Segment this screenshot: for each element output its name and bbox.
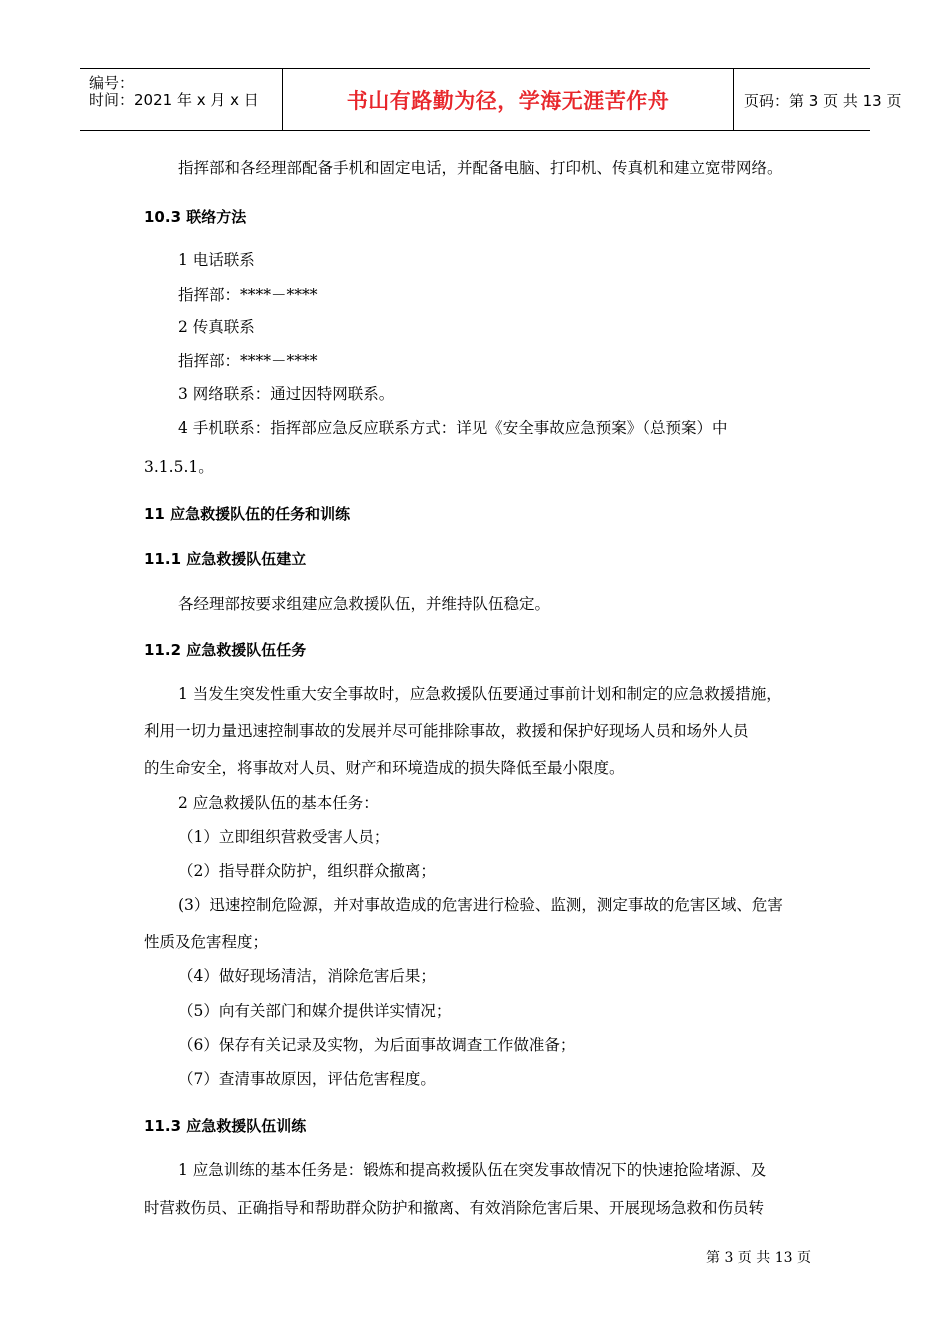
heading-10-3: 10.3 联络方法	[144, 208, 247, 226]
paragraph-task-2: 2 应急救援队伍的基本任务：	[178, 794, 379, 812]
document-date: 时间：2021 年 x 月 x 日	[89, 91, 259, 109]
paragraph-equipment: 指挥部和各经理部配备手机和固定电话，并配备电脑、打印机、传真机和建立宽带网络。	[178, 159, 783, 177]
header-motto: 书山有路勤为径，学海无涯苦作舟	[346, 89, 670, 113]
contact-item-2: 2 传真联系	[178, 318, 255, 336]
task-item-3-line1: (3）迅速控制危险源，并对事故造成的危害进行检验、监测，测定事故的危害区域、危害	[178, 896, 783, 914]
heading-11: 11 应急救援队伍的任务和训练	[144, 505, 351, 523]
document-number-label: 编号：	[89, 74, 135, 92]
paragraph-training-line2: 时营救伤员、正确指导和帮助群众防护和撤离、有效消除危害后果、开展现场急救和伤员转	[144, 1199, 765, 1217]
task-item-7: （7）查清事故原因，评估危害程度。	[178, 1070, 436, 1088]
task-item-5: （5）向有关部门和媒介提供详实情况；	[178, 1002, 452, 1020]
heading-11-2: 11.2 应急救援队伍任务	[144, 641, 307, 659]
header-motto-cell	[282, 69, 734, 130]
document-header	[80, 68, 902, 131]
footer-page-number: 第 3 页 共 13 页	[706, 1250, 811, 1266]
heading-11-3: 11.3 应急救援队伍训练	[144, 1117, 307, 1135]
contact-item-3: 3 网络联系：通过因特网联系。	[178, 385, 395, 403]
paragraph-task-1-line1: 1 当发生突发性重大安全事故时，应急救援队伍要通过事前计划和制定的应急救援措施，	[178, 685, 782, 703]
header-page-number: 页码：第 3 页 共 13 页	[744, 92, 902, 110]
contact-item-1-value: 指挥部：****－****	[178, 286, 318, 304]
task-item-6: （6）保存有关记录及实物，为后面事故调查工作做准备；	[178, 1036, 576, 1054]
contact-item-4-cont: 3.1.5.1。	[144, 458, 214, 476]
task-item-1: （1）立即组织营救受害人员；	[178, 828, 390, 846]
heading-11-1: 11.1 应急救援队伍建立	[144, 550, 307, 568]
header-meta-cell	[80, 69, 282, 130]
paragraph-task-1-line3: 的生命安全，将事故对人员、财产和环境造成的损失降低至最小限度。	[144, 759, 625, 777]
contact-item-1: 1 电话联系	[178, 251, 255, 269]
paragraph-training-line1: 1 应急训练的基本任务是：锻炼和提高救援队伍在突发事故情况下的快速抢险堵源、及	[178, 1161, 767, 1179]
task-item-4: （4）做好现场清洁，消除危害后果；	[178, 967, 436, 985]
paragraph-task-1-line2: 利用一切力量迅速控制事故的发展并尽可能排除事故，救援和保护好现场人员和场外人员	[144, 722, 749, 740]
task-item-3-line2: 性质及危害程度；	[144, 933, 269, 951]
contact-item-4: 4 手机联系：指挥部应急反应联系方式：详见《安全事故应急预案》（总预案）中	[178, 419, 728, 437]
contact-item-2-value: 指挥部：****－****	[178, 352, 318, 370]
task-item-2: （2）指导群众防护，组织群众撤离；	[178, 862, 436, 880]
paragraph-11-1: 各经理部按要求组建应急救援队伍，并维持队伍稳定。	[178, 595, 551, 613]
header-page-cell	[734, 69, 902, 130]
